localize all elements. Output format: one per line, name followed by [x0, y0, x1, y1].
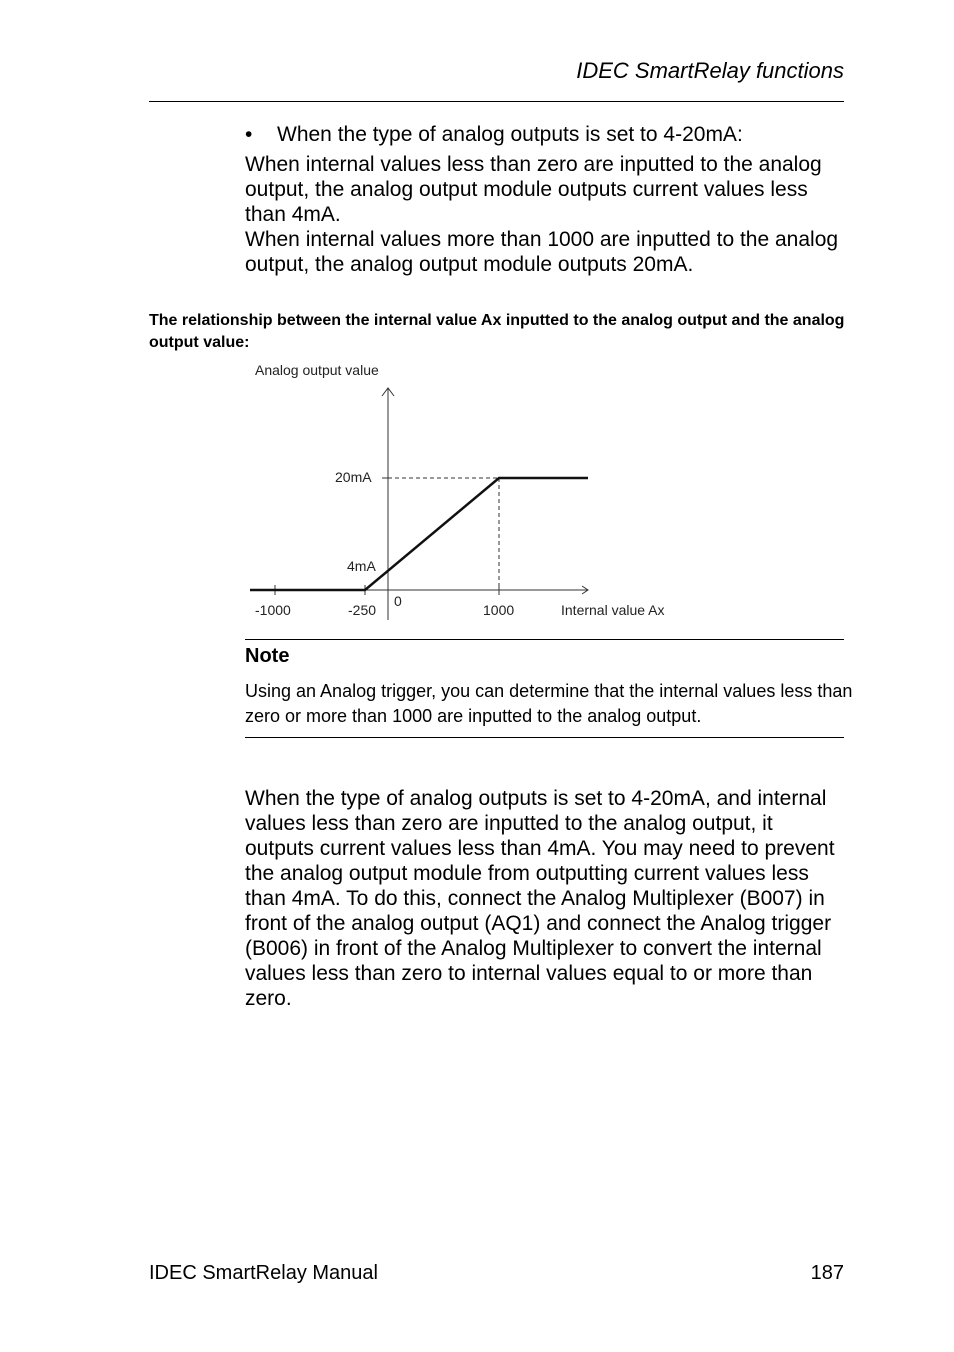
x-tick-label: -1000	[255, 602, 291, 618]
paragraph-below-zero: When internal values less than zero are inputted to the analog output, the analog output module outputs current values less than 4mA.	[245, 153, 822, 226]
analog-output-chart	[245, 355, 695, 630]
note-title: Note	[245, 645, 290, 667]
running-header: IDEC SmartRelay functions	[576, 58, 844, 83]
note-bottom-rule	[245, 737, 844, 738]
bullet-text: When the type of analog outputs is set to 4-20mA:	[277, 123, 743, 146]
x-tick-label: -250	[348, 602, 377, 618]
y-axis-label: Analog output value	[255, 362, 379, 378]
page-number: 187	[810, 1262, 844, 1284]
paragraph-multiplexer: When the type of analog outputs is set to 4-20mA, and internal values less than zero are inputted to the analog output, it outputs current values less than 4mA. You may need to prevent the analog output module from outputting current values less than 4mA. To do this, connect the Analog Multiplexer (B007) in front of the analog output (AQ1) and connect the Analog trigger (B006) in front of the Analog Multiplexer to convert the internal values less than zero to internal values equal to or more than zero.	[245, 787, 835, 1010]
x-tick-label: 0	[394, 593, 402, 609]
header-rule	[149, 101, 844, 102]
x-axis-label: Internal value Ax	[561, 602, 665, 618]
bullet-item	[245, 122, 743, 147]
y-tick-label: 4mA	[347, 558, 376, 574]
x-tick-label: 1000	[483, 602, 515, 618]
output-curve	[250, 478, 588, 590]
figure-caption: The relationship between the internal value Ax inputted to the analog output and the analog output value:	[149, 312, 845, 351]
paragraph-above-1000: When internal values more than 1000 are inputted to the analog output, the analog output module outputs 20mA.	[245, 228, 839, 276]
bullet-marker: •	[245, 123, 253, 146]
note-text: Using an Analog trigger, you can determine that the internal values less than zero or more than 1000 are inputted to the analog output.	[245, 681, 853, 726]
footer-manual-title: IDEC SmartRelay Manual	[149, 1262, 378, 1284]
y-tick-label: 20mA	[335, 469, 372, 485]
note-top-rule	[245, 639, 844, 640]
